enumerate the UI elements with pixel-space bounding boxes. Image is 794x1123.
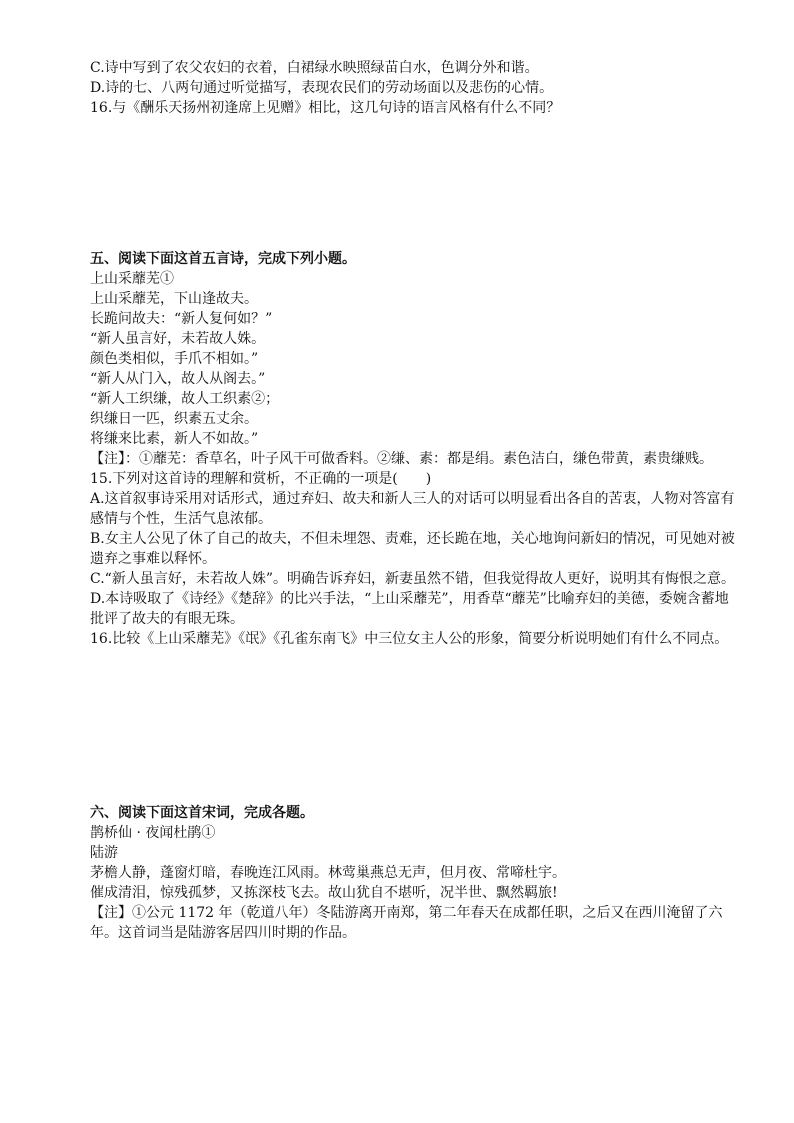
question-16-line: 16.与《酬乐天扬州初逢席上见赠》相比，这几句诗的语言风格有什么不同？ (90, 100, 561, 116)
section-6-heading: 六、阅读下面这首宋词，完成各题。 (90, 805, 314, 821)
poem-note: 【注】：①蘼芜：香草名，叶子风干可做香料。②缣、素：都是绢。素色洁白，缣色带黄，素贵缣贱。 (90, 451, 713, 467)
poem-title: 鹊桥仙 · 夜闻杜鹃① (90, 825, 216, 841)
answer-space (90, 118, 740, 249)
question-15-option-b: B.女主人公见了休了自己的故夫，不但未埋怨、责难，还长跪在地，关心地询问新妇的情况，可见她对被遗弃之事难以释怀。 (90, 531, 735, 567)
poem-title: 上山采蘼芜① (90, 271, 174, 287)
section-6 (90, 803, 740, 943)
question-15-stem: 15.下列对这首诗的理解和赏析，不正确的一项是( ) (90, 471, 432, 487)
poem-line: 茅檐人静，蓬窗灯暗，春晚连江风雨。林莺巢燕总无声，但月夜、常啼杜宇。 (90, 865, 566, 881)
question-15-option-d: D.本诗吸取了《诗经》《楚辞》的比兴手法，“上山采蘼芜”，用香草“蘼芜”比喻弃妇的美德，委婉含蓄地批评了故夫的有眼无珠。 (90, 591, 729, 627)
option-c-line: C.诗中写到了农父农妇的衣着，白裙绿水映照绿苗白水，色调分外和谐。 (90, 60, 539, 76)
poem-line: 将缣来比素，新人不如故。” (90, 431, 259, 447)
poem-line: 织缣日一匹，织素五丈余。 (90, 411, 258, 427)
previous-question-block (90, 58, 740, 118)
poem-line: 催成清泪，惊残孤梦，又拣深枝飞去。故山犹自不堪听，况半世、飘然羁旅! (90, 885, 558, 901)
poem-note: 【注】①公元 1172 年（乾道八年）冬陆游离开南郑，第二年春天在成都任职，之后又在西川淹留了六年。这首词当是陆游客居四川时期的作品。 (90, 905, 723, 941)
answer-space (90, 649, 740, 803)
poem-line: 长跪问故夫：“新人复何如？” (90, 311, 273, 327)
poem-line: 上山采蘼芜，下山逢故夫。 (90, 291, 258, 307)
poem-line: “新人虽言好，未若故人姝。 (90, 331, 266, 347)
question-15-option-a: A.这首叙事诗采用对话形式，通过弃妇、故夫和新人三人的对话可以明显看出各自的苦衷，人物对答富有感情与个性，生活气息浓郁。 (90, 491, 735, 527)
question-16: 16.比较《上山采蘼芜》《氓》《孔雀东南飞》中三位女主人公的形象，简要分析说明她们有什么不同点。 (90, 631, 729, 647)
poem-author: 陆游 (90, 845, 118, 861)
question-15-option-c: C.“新人虽言好，未若故人姝”。明确告诉弃妇，新妻虽然不错，但我觉得故人更好，说明其有悔恨之意。 (90, 571, 735, 587)
document-page (90, 58, 740, 943)
poem-line: “新人从门入，故人从阁去。” (90, 371, 266, 387)
poem-line: 颜色类相似，手爪不相如。” (90, 351, 259, 367)
section-5-heading: 五、阅读下面这首五言诗，完成下列小题。 (90, 251, 356, 267)
option-d-line: D.诗的七、八两句通过听觉描写，表现农民们的劳动场面以及悲伤的心情。 (90, 80, 554, 96)
section-5 (90, 249, 740, 649)
poem-line: “新人工织缣，故人工织素②； (90, 391, 280, 407)
